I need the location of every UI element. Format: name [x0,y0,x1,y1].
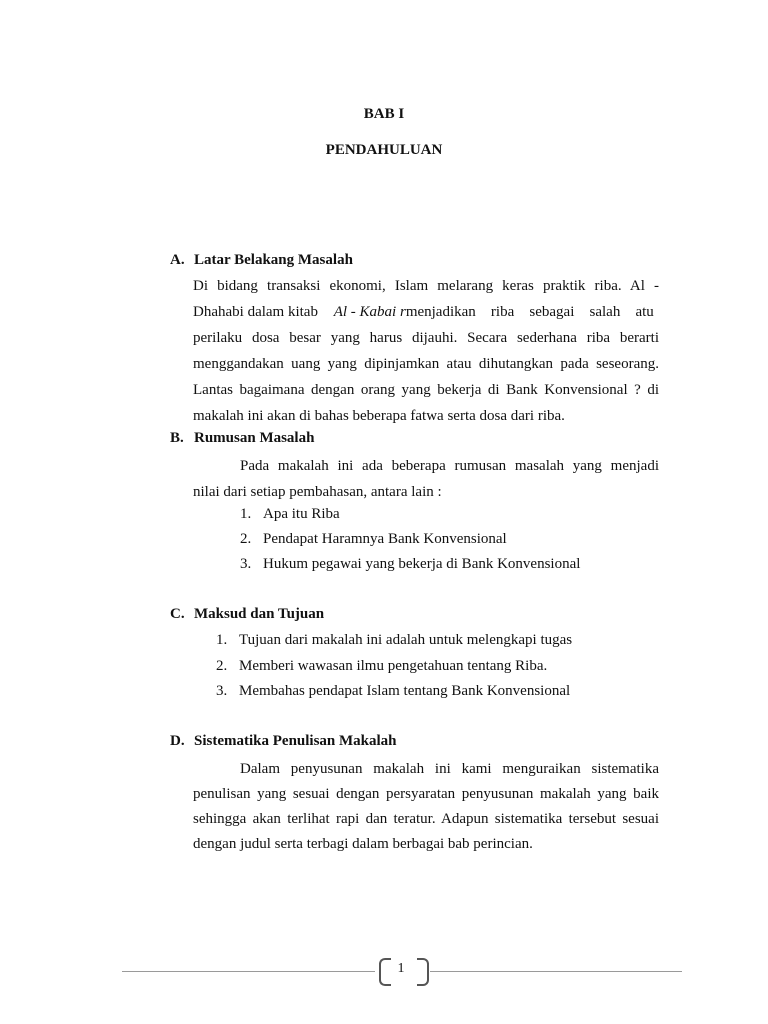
paragraph-line: menggandakan uang yang dipinjamkan atau dihutangkan pada seseorang. [193,356,659,372]
list-item: Hukum pegawai yang bekerja di Bank Konvensional [263,556,581,572]
paragraph-text: Dhahabi dalam kitab [193,304,318,320]
section-heading: Sistematika Penulisan Makalah [194,733,397,749]
section-heading: Latar Belakang Masalah [194,252,353,268]
footer-rule-right [430,971,682,972]
paragraph-line: Pada makalah ini ada beberapa rumusan masalah yang menjadi [240,458,659,474]
paragraph-line [193,302,659,322]
paragraph-line: perilaku dosa besar yang harus dijauhi. Secara sederhana riba berarti [193,330,659,346]
list-item: Membahas pendapat Islam tentang Bank Konvensional [239,683,571,699]
section-heading: Rumusan Masalah [194,430,315,446]
list-item: Memberi wawasan ilmu pengetahuan tentang Riba. [239,658,548,674]
list-number: 3. [240,556,252,572]
right-bracket [417,958,429,986]
section-letter: D. [170,733,185,749]
footer-rule-left [122,971,375,972]
list-number: 3. [216,683,228,699]
paragraph-line: penulisan yang sesuai dengan persyaratan penyusunan makalah yang baik [193,786,659,802]
list-number: 1. [216,632,228,648]
section-letter: A. [170,252,185,268]
section-letter: B. [170,430,184,446]
list-item: Pendapat Haramnya Bank Konvensional [263,531,507,547]
paragraph-line: makalah ini akan di bahas beberapa fatwa serta dosa dari riba. [193,408,565,424]
list-item: Tujuan dari makalah ini adalah untuk melengkapi tugas [239,632,573,648]
section-heading: Maksud dan Tujuan [194,606,325,622]
list-number: 2. [240,531,252,547]
chapter-subtitle: PENDAHULUAN [325,142,443,158]
book-title-italic: Al - Kabai r [333,304,406,320]
list-number: 2. [216,658,228,674]
list-number: 1. [240,506,252,522]
paragraph-line: Di bidang transaksi ekonomi, Islam melarang keras praktik riba. Al - [193,278,659,294]
paragraph-text: menjadikan riba sebagai salah atu [405,304,654,320]
section-letter: C. [170,606,185,622]
list-item: Apa itu Riba [263,506,340,522]
paragraph-line: dengan judul serta terbagi dalam berbagai bab perincian. [193,836,533,852]
paragraph-line: sehingga akan terlihat rapi dan teratur. Adapun sistematika tersebut sesuai [193,811,659,827]
paragraph-line: Dalam penyusunan makalah ini kami menguraikan sistematika [240,761,659,777]
chapter-title: BAB I [363,106,405,122]
paragraph-line: Lantas bagaimana dengan orang yang bekerja di Bank Konvensional ? di [193,382,659,398]
page-number: 1 [397,961,405,976]
paragraph-line: nilai dari setiap pembahasan, antara lain : [193,484,442,500]
